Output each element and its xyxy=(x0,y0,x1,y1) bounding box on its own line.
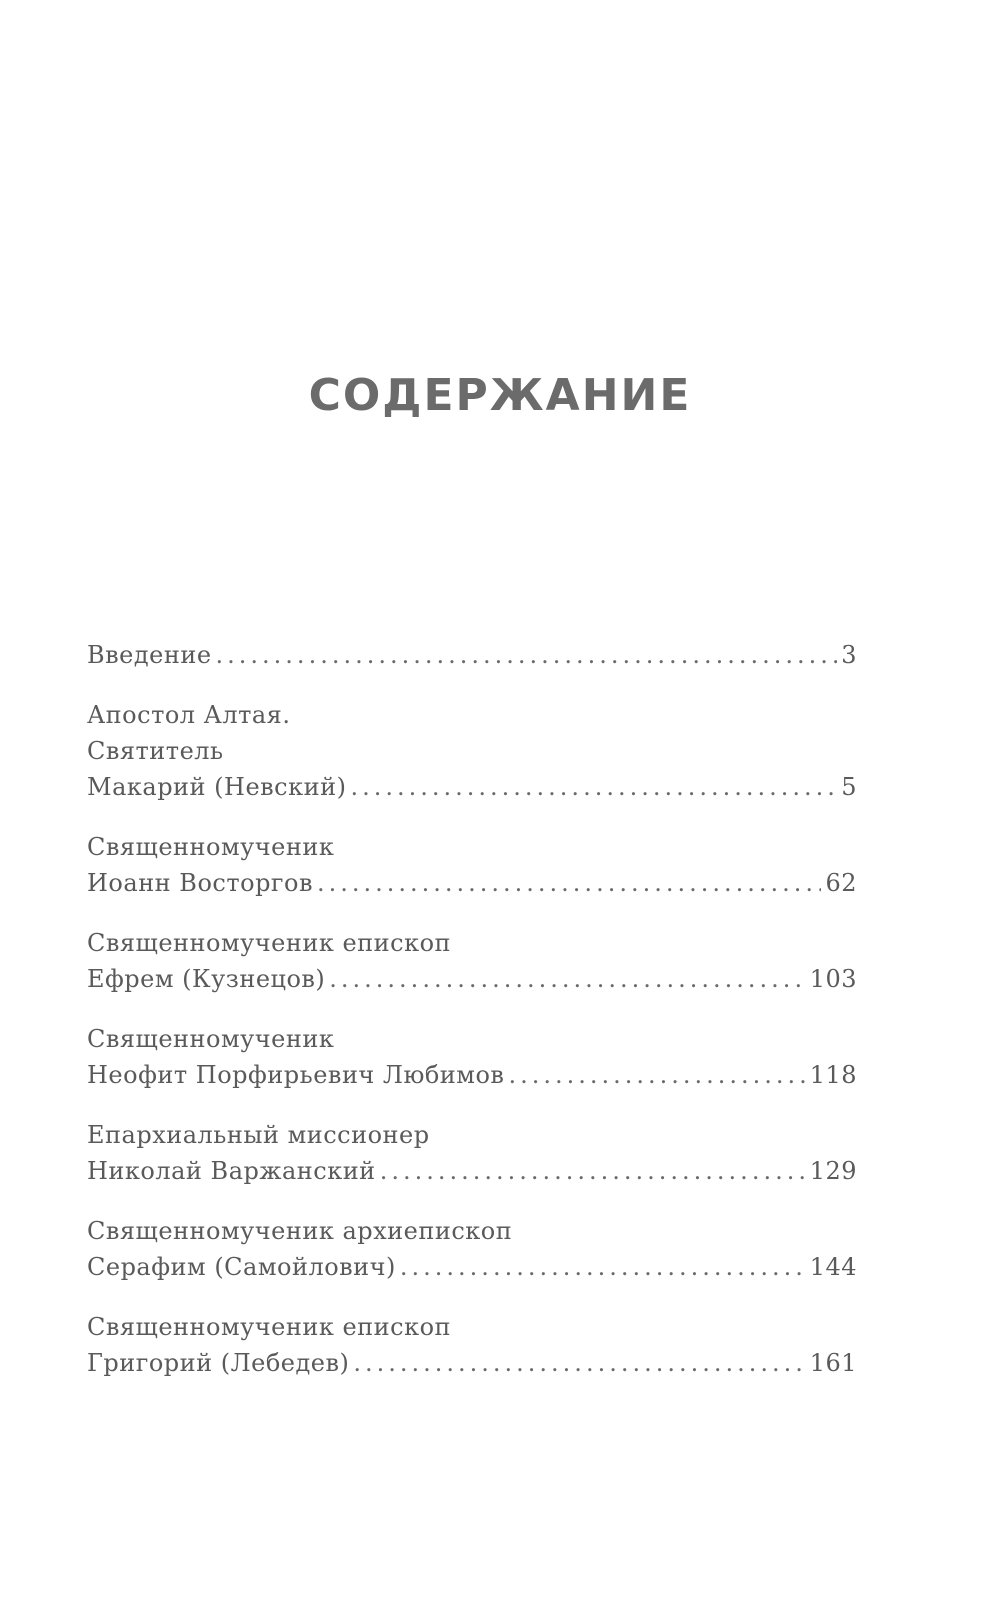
toc-entry-vostorgov[interactable] xyxy=(87,829,857,901)
toc-page-number: 3 xyxy=(841,641,857,669)
toc-entry-serafim[interactable] xyxy=(87,1213,857,1285)
toc-entry-makariy[interactable] xyxy=(87,697,857,805)
toc-line xyxy=(87,961,857,997)
toc-entry-title: Введение xyxy=(87,641,212,669)
toc-page-number: 103 xyxy=(809,965,857,993)
toc-entry-title: Николай Варжанский xyxy=(87,1157,376,1185)
toc-page-number: 144 xyxy=(809,1253,857,1281)
dot-leader xyxy=(353,1345,805,1381)
toc-entry-title: Священномученик епископ xyxy=(87,1313,452,1341)
toc-page-number: 161 xyxy=(809,1349,857,1377)
dot-leader xyxy=(317,865,821,901)
dot-leader xyxy=(350,769,837,805)
toc-line xyxy=(87,1345,857,1381)
table-of-contents xyxy=(87,637,857,1405)
toc-line xyxy=(87,637,857,673)
toc-entry-neofit[interactable] xyxy=(87,1021,857,1093)
dot-leader xyxy=(329,961,805,997)
toc-page-number: 129 xyxy=(809,1157,857,1185)
toc-entry-efrem[interactable] xyxy=(87,925,857,997)
toc-entry-introduction[interactable] xyxy=(87,637,857,673)
dot-leader xyxy=(216,637,838,673)
toc-entry-title: Священномученик xyxy=(87,833,335,861)
toc-entry-title: Священномученик архиепископ xyxy=(87,1217,513,1245)
toc-entry-title: Апостол Алтая. xyxy=(87,701,291,729)
toc-page-number: 62 xyxy=(825,869,857,897)
toc-line xyxy=(87,769,857,805)
toc-page-number: 118 xyxy=(809,1061,857,1089)
toc-entry-title: Григорий (Лебедев) xyxy=(87,1349,350,1377)
toc-line xyxy=(87,1249,857,1285)
dot-leader xyxy=(400,1249,806,1285)
toc-page-number: 5 xyxy=(841,773,857,801)
toc-entry-title: Епархиальный миссионер xyxy=(87,1121,430,1149)
page-title: СОДЕРЖАНИЕ xyxy=(308,370,692,421)
toc-entry-title: Макарий (Невский) xyxy=(87,773,347,801)
dot-leader xyxy=(508,1057,805,1093)
toc-entry-grigoriy[interactable] xyxy=(87,1309,857,1381)
dot-leader xyxy=(380,1153,806,1189)
toc-entry-title: Ефрем (Кузнецов) xyxy=(87,965,326,993)
toc-entry-title: Неофит Порфирьевич Любимов xyxy=(87,1061,505,1089)
toc-entry-title: Священномученик епископ xyxy=(87,929,452,957)
toc-line xyxy=(87,1153,857,1189)
toc-entry-title: Священномученик xyxy=(87,1025,335,1053)
toc-line xyxy=(87,865,857,901)
toc-entry-title: Иоанн Восторгов xyxy=(87,869,313,897)
toc-entry-title: Серафим (Самойлович) xyxy=(87,1253,396,1281)
toc-entry-varzhanskiy[interactable] xyxy=(87,1117,857,1189)
toc-entry-title: Святитель xyxy=(87,737,224,765)
toc-line xyxy=(87,1057,857,1093)
